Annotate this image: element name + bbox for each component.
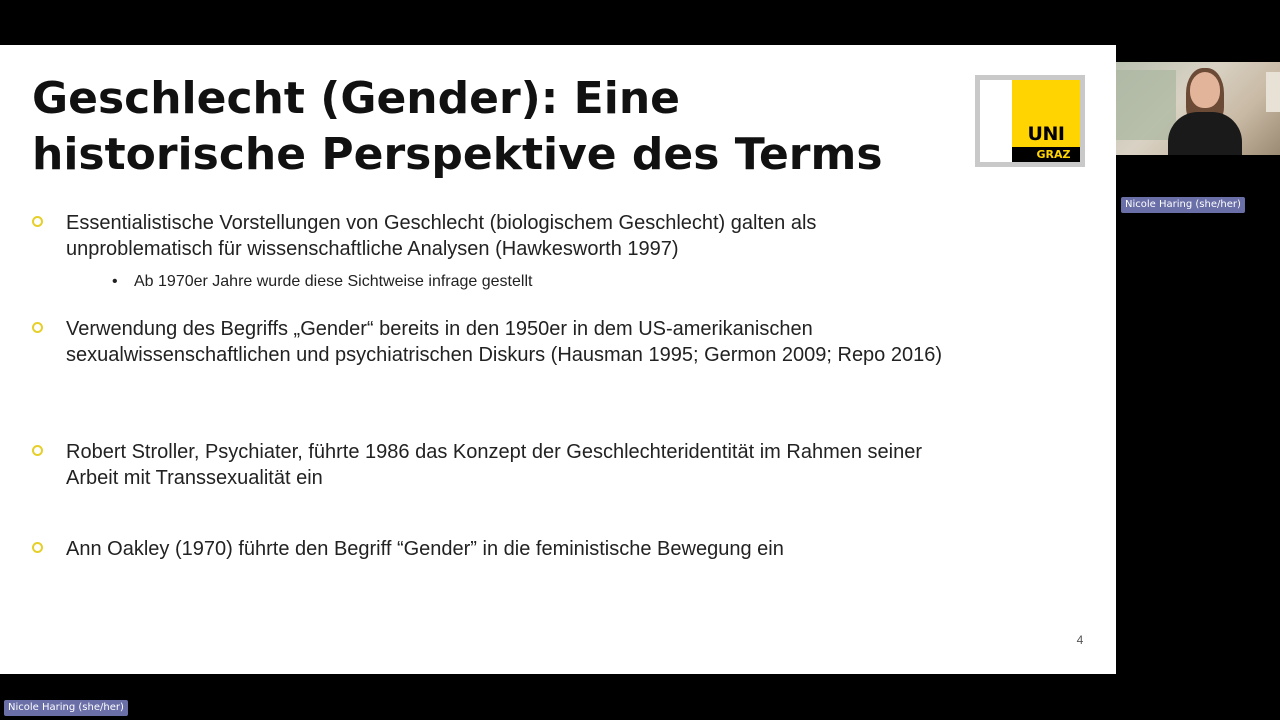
logo-uni-text: UNI — [1027, 123, 1065, 145]
sub-bullet-text: Ab 1970er Jahre wurde diese Sichtweise infrage gestellt — [134, 273, 533, 290]
speaker-video-tile[interactable] — [1116, 62, 1280, 155]
bullet-text: Essentialistische Vorstellungen von Geschlecht (biologischem Geschlecht) galten als unproblematisch für wissenschaftliche Analysen (Hawkesworth 1997) — [66, 212, 817, 260]
speaker-name-label: Nicole Haring (she/her) — [1121, 197, 1245, 213]
dot-bullet-icon: • — [112, 273, 118, 290]
bullet-text: Robert Stroller, Psychiater, führte 1986 das Konzept der Geschlechteridentität im Rahmen seiner Arbeit mit Transsexualität ein — [66, 441, 923, 489]
slide-title: Geschlecht (Gender): Eine historische Perspektive des Terms — [32, 73, 883, 180]
circle-bullet-icon — [32, 445, 43, 456]
bullet-text: Ann Oakley (1970) führte den Begriff “Gender” in die feministische Bewegung ein — [66, 538, 784, 560]
logo-graz-text: GRAZ — [1036, 148, 1071, 161]
bullet-text: Verwendung des Begriffs „Gender“ bereits in den 1950er in dem US-amerikanischen sexualwissenschaftlichen und psychiatrischen Diskurs (Hausman 1995; Germon 2009; Repo 2016) — [66, 318, 943, 366]
uni-graz-logo — [975, 75, 1085, 167]
circle-bullet-icon — [32, 322, 43, 333]
self-view-name-label: Nicole Haring (she/her) — [4, 700, 128, 716]
sub-bullet-item — [112, 272, 532, 292]
circle-bullet-icon — [32, 542, 43, 553]
slide-page-number: 4 — [1076, 633, 1084, 647]
circle-bullet-icon — [32, 216, 43, 227]
presentation-slide — [0, 45, 1116, 674]
